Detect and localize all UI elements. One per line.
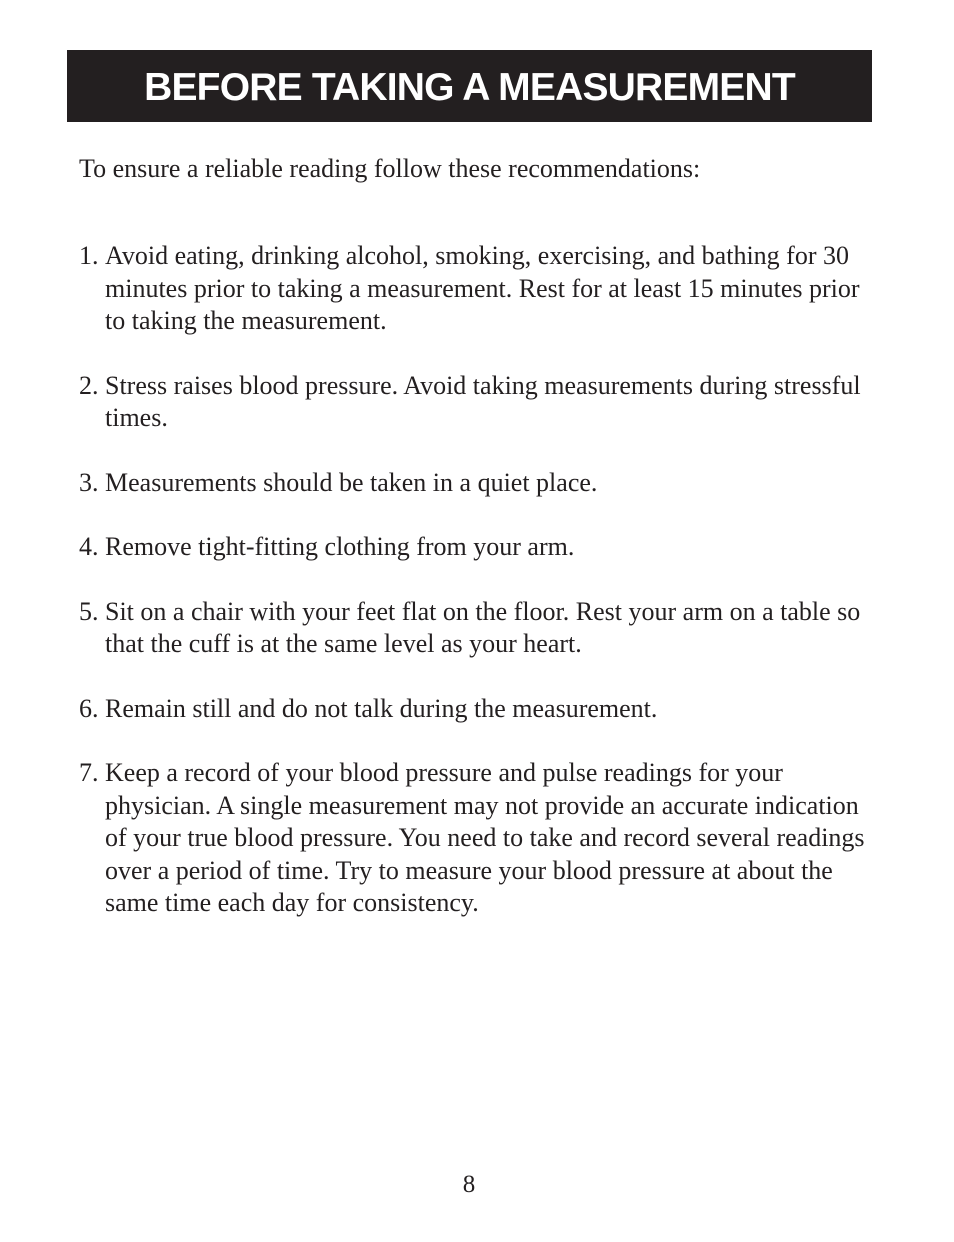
intro-text: To ensure a reliable reading follow these recommendations: xyxy=(79,154,701,183)
list-item xyxy=(79,240,869,338)
list-item xyxy=(79,467,869,500)
list-item-text: Keep a record of your blood pressure and pulse readings for your physician. A single measurement may not provide an accurate indication of your true blood pressure. You need to take and record several readings over a period of time. Try to measure your blood pressure at about the same time each day for consistency. xyxy=(105,758,865,917)
list-item xyxy=(79,757,869,920)
list-item xyxy=(79,370,869,435)
list-item-text: Measurements should be taken in a quiet place. xyxy=(105,467,598,497)
list-item-text: Remove tight-fitting clothing from your arm. xyxy=(105,532,575,561)
list-item-text: Sit on a chair with your feet flat on the floor. Rest your arm on a table so that the cuff is at the same level as your heart. xyxy=(105,596,861,658)
list-item-number: 7. xyxy=(79,758,99,787)
list-item-text: Stress raises blood pressure. Avoid taking measurements during stressful times. xyxy=(105,370,861,432)
list-item-number: 5. xyxy=(79,596,99,626)
list-item-text: Remain still and do not talk during the measurement. xyxy=(105,693,658,723)
recommendations-list xyxy=(79,240,869,952)
list-item-number: 2. xyxy=(79,370,99,400)
list-item-number: 3. xyxy=(79,467,99,497)
list-item xyxy=(79,596,869,661)
section-header-bar xyxy=(67,50,872,122)
list-item xyxy=(79,531,869,564)
page-number: 8 xyxy=(462,1171,476,1198)
list-item-number: 6. xyxy=(79,693,99,723)
list-item-number: 4. xyxy=(79,532,99,561)
list-item-text: Avoid eating, drinking alcohol, smoking, exercising, and bathing for 30 minutes prior to taking a measurement. Rest for at least 15 minutes prior to taking the measurement. xyxy=(105,241,860,335)
page-title: BEFORE TAKING A MEASUREMENT xyxy=(144,65,795,109)
list-item-number: 1. xyxy=(79,241,99,270)
list-item xyxy=(79,693,869,726)
